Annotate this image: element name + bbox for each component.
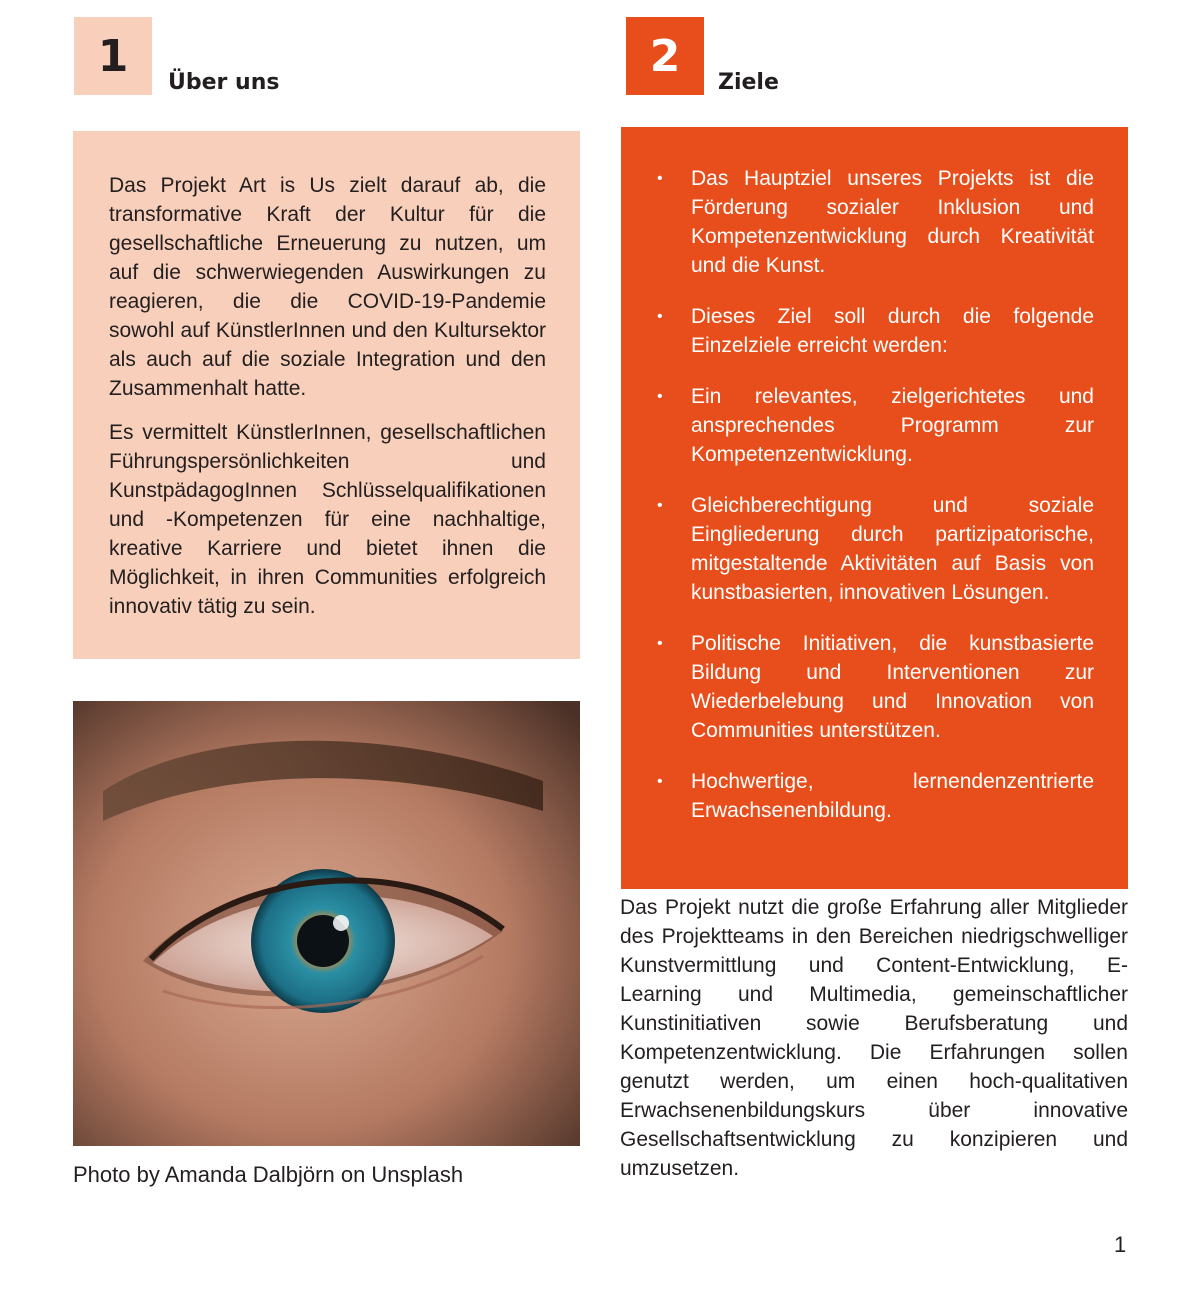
goal-text: Gleichberechtigung und soziale Eingliederung durch partizipatorische, mitgestaltende Aktivitäten auf Basis von kunstbasierten, innovativen Lösungen.: [691, 494, 1094, 604]
goal-text: Ein relevantes, zielgerichtetes und ansprechendes Programm zur Kompetenzentwicklung.: [691, 385, 1094, 466]
eye-photo: [73, 701, 580, 1146]
goal-item: [657, 491, 1094, 607]
project-paragraph: Das Projekt nutzt die große Erfahrung aller Mitglieder des Projektteams in den Bereichen niedrigschwelliger Kunstvermittlung und Content-Entwicklung, E-Learning und Multimedia, gemeinschaftlicher Kunstinitiativen sowie Berufsberatung und Kompetenzentwicklung. Die Erfahrungen sollen genutzt werden, um einen hoch-qualitativen Erwachsenenbildungskurs über innovative Gesellschaftsentwicklung zu konzipieren und umzusetzen.: [620, 896, 1128, 1180]
about-paragraph-1: Das Projekt Art is Us zielt darauf ab, die transformative Kraft der Kultur für die gesellschaftliche Erneuerung zu nutzen, um auf die schwerwiegenden Auswirkungen zu reagieren, die die COVID-19-Pandemie sowohl auf KünstlerInnen und den Kultursektor als auch auf die soziale Integration und den Zusammenhalt hatte.: [109, 174, 546, 400]
goal-text: Das Hauptziel unseres Projekts ist die Förderung sozialer Inklusion und Kompetenzentwicklung durch Kreativität und die Kunst.: [691, 167, 1094, 277]
goal-text: Politische Initiativen, die kunstbasierte Bildung und Interventionen zur Wiederbelebung und Innovation von Communities unterstützen.: [691, 632, 1094, 742]
bullet-icon: •: [657, 497, 663, 514]
goal-item: [657, 302, 1094, 360]
about-text-box: [73, 131, 580, 659]
goal-item: [657, 164, 1094, 280]
bullet-icon: •: [657, 170, 663, 187]
goal-item: [657, 629, 1094, 745]
goal-item: [657, 767, 1094, 825]
goal-text: Hochwertige, lernendenzentrierte Erwachsenenbildung.: [691, 770, 1094, 822]
goals-list: [657, 164, 1094, 825]
section-title-about: Über uns: [168, 70, 280, 95]
section-number-1: 1: [74, 17, 152, 95]
goals-box: [621, 127, 1128, 889]
bullet-icon: •: [657, 635, 663, 652]
about-paragraph-2: Es vermittelt KünstlerInnen, gesellschaftlichen Führungspersönlichkeiten und KunstpädagogInnen Schlüsselqualifikationen und -Kompetenzen für eine nachhaltige, kreative Karriere und bietet ihnen die Möglichkeit, in ihren Communities erfolgreich innovativ tätig zu sein.: [109, 421, 546, 618]
goal-item: [657, 382, 1094, 469]
photo-caption: Photo by Amanda Dalbjörn on Unsplash: [73, 1162, 464, 1187]
page-number: 1: [1114, 1232, 1127, 1257]
bullet-icon: •: [657, 308, 663, 325]
goal-text: Dieses Ziel soll durch die folgende Einzelziele erreicht werden:: [691, 305, 1094, 357]
section-title-goals: Ziele: [718, 70, 779, 95]
section-number-2: 2: [626, 17, 704, 95]
bullet-icon: •: [657, 388, 663, 405]
bullet-icon: •: [657, 773, 663, 790]
